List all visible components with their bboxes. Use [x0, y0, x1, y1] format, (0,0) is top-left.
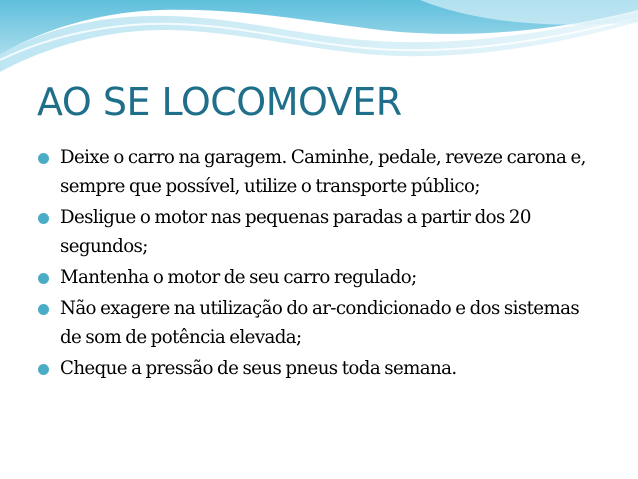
- bullet-text: Cheque a pressão de seus pneus toda semana.: [60, 358, 457, 379]
- bullet-item: [38, 263, 598, 292]
- bullet-text: Não exagere na utilização do ar-condicionado e dos sistemas de som de potência elevada;: [60, 298, 580, 348]
- bullet-list: [38, 143, 598, 385]
- slide-title: AO SE LOCOMOVER: [37, 80, 402, 124]
- bullet-dot-icon: [38, 273, 49, 284]
- bullet-item: [38, 294, 598, 352]
- bullet-item: [38, 143, 598, 201]
- bullet-item: [38, 354, 598, 383]
- bullet-item: [38, 203, 598, 261]
- bullet-dot-icon: [38, 304, 49, 315]
- bullet-dot-icon: [38, 153, 49, 164]
- bullet-dot-icon: [38, 364, 49, 375]
- header-wave-decoration: [0, 0, 638, 80]
- bullet-text: Mantenha o motor de seu carro regulado;: [60, 267, 417, 288]
- bullet-text: Deixe o carro na garagem. Caminhe, pedale, reveze carona e, sempre que possível, utilize o transporte público;: [60, 147, 586, 197]
- bullet-text: Desligue o motor nas pequenas paradas a partir dos 20 segundos;: [60, 207, 531, 257]
- bullet-dot-icon: [38, 213, 49, 224]
